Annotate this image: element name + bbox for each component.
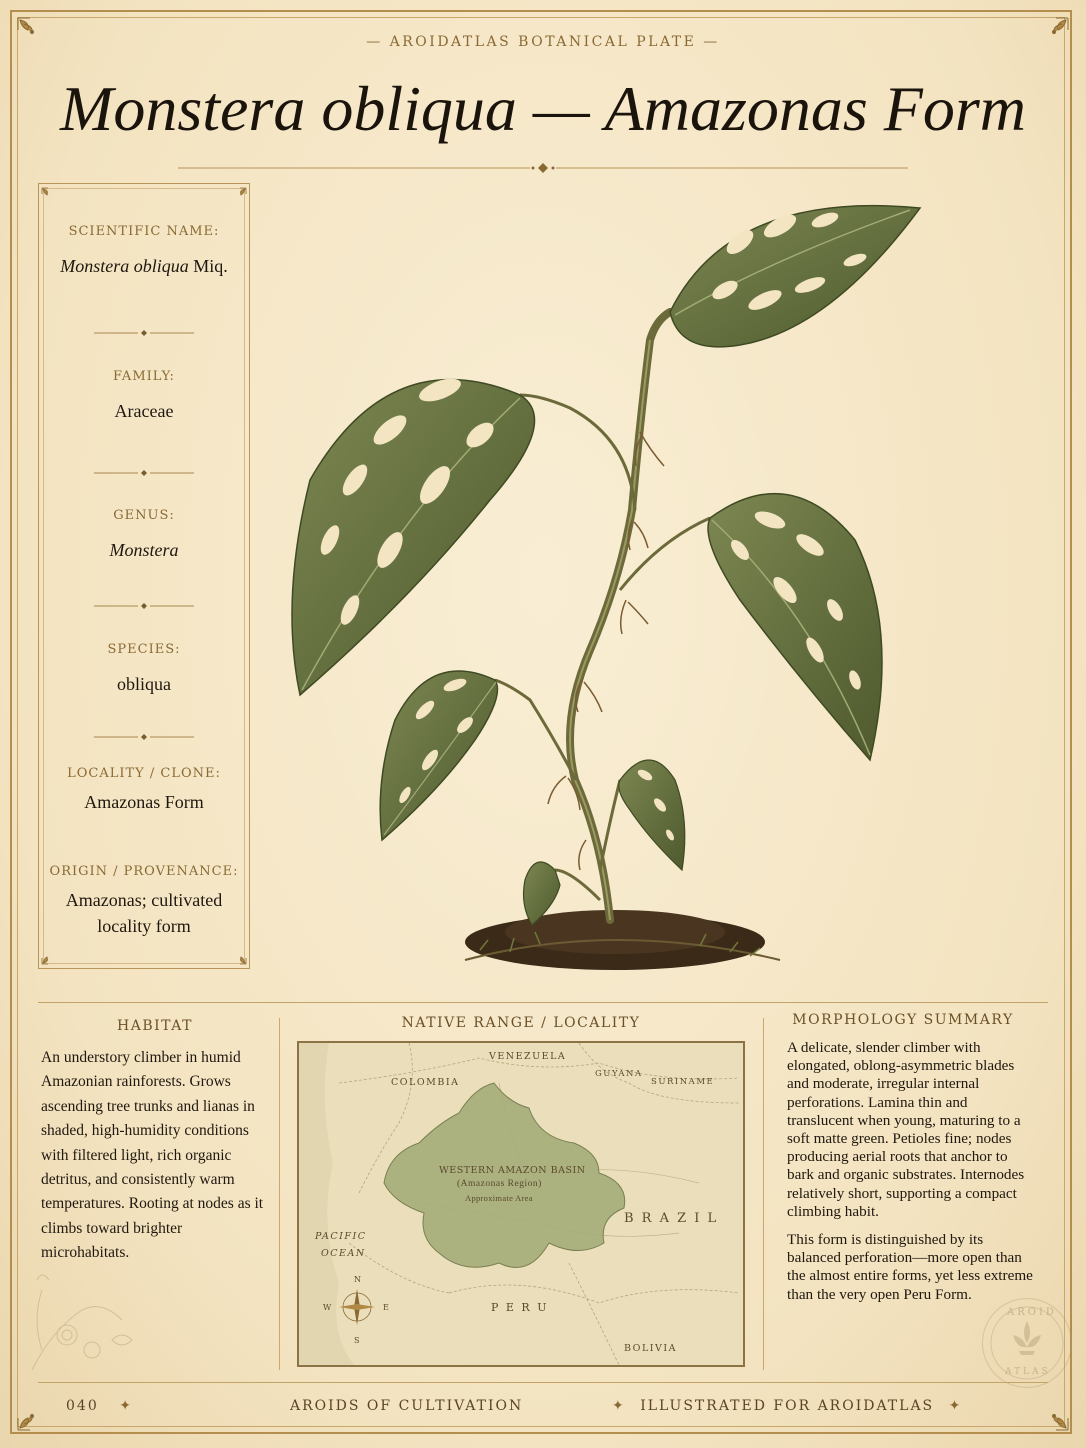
plate-label: — AROIDATLAS BOTANICAL PLATE — bbox=[366, 34, 720, 50]
native-range-map bbox=[297, 1041, 745, 1367]
compass-west: W bbox=[323, 1303, 333, 1312]
map-label-bolivia: BOLIVIA bbox=[624, 1343, 677, 1354]
soil-mound bbox=[465, 910, 780, 970]
compass-east: E bbox=[383, 1303, 391, 1312]
footer-page-number bbox=[66, 1398, 133, 1414]
divider-ornament-icon bbox=[178, 158, 908, 168]
family-label: FAMILY: bbox=[113, 369, 175, 384]
taxonomy-panel bbox=[38, 183, 250, 969]
family-value: Araceae bbox=[114, 401, 174, 421]
page-title: Monstera obliqua — Amazonas Form bbox=[60, 73, 1026, 144]
corner-ornament-icon bbox=[41, 186, 55, 200]
monstera-plant-illustration bbox=[270, 180, 930, 1000]
map-label-venezuela: VENEZUELA bbox=[489, 1051, 567, 1062]
map-label-peru: P E R U bbox=[491, 1301, 549, 1314]
map-label-ocean: OCEAN bbox=[321, 1248, 366, 1259]
divider-ornament-icon bbox=[94, 726, 194, 734]
footer-divider bbox=[38, 1382, 1048, 1383]
map-label-brazil: B R A Z I L bbox=[624, 1211, 719, 1226]
section-divider bbox=[38, 1002, 1048, 1003]
divider-ornament-icon bbox=[94, 595, 194, 603]
genus-field bbox=[39, 508, 249, 563]
map-label-suriname: SURINAME bbox=[651, 1077, 715, 1087]
map-label-region-approx: Approximate Area bbox=[465, 1193, 533, 1203]
footer-credit: ILLUSTRATED FOR AROIDATLAS bbox=[640, 1398, 935, 1414]
compass-rose-icon bbox=[335, 1285, 379, 1329]
footer-center-label: AROIDS OF CULTIVATION bbox=[290, 1398, 524, 1414]
scientific-name-label: SCIENTIFIC NAME: bbox=[68, 224, 220, 239]
corner-ornament-icon bbox=[233, 186, 247, 200]
leaf-right bbox=[708, 494, 882, 760]
taxonomy-panel-border bbox=[43, 188, 245, 964]
morphology-paragraph-2: This form is distinguished by its balanced perforation—more open than the almost entire forms, yet less extreme than the very open Peru Form. bbox=[787, 1231, 1033, 1303]
morphology-text bbox=[787, 1039, 1035, 1304]
origin-value bbox=[39, 887, 249, 939]
habitat-text: An understory climber in humid Amazonian rainforests. Grows ascending tree trunks and lianas in shaded, high-humidity conditions with filtered light, rich organic detritus, and consistently warm temperatures. Rooting at nodes as it climbs toward brighter microhabitats. bbox=[41, 1049, 264, 1262]
star-icon: ✦ bbox=[612, 1398, 626, 1414]
species-value: obliqua bbox=[117, 674, 171, 694]
map-label-pacific: PACIFIC bbox=[315, 1231, 367, 1242]
locality-label: LOCALITY / CLONE: bbox=[67, 766, 221, 781]
origin-label: ORIGIN / PROVENANCE: bbox=[49, 864, 239, 879]
map-label-region-sub: (Amazonas Region) bbox=[457, 1179, 542, 1189]
column-divider bbox=[763, 1018, 764, 1370]
star-icon: ✦ bbox=[948, 1398, 963, 1414]
aroidatlas-seal bbox=[982, 1298, 1072, 1388]
page-number: 040 bbox=[66, 1398, 99, 1414]
seal-text-bottom: ATLAS bbox=[1005, 1367, 1051, 1377]
origin-field bbox=[39, 864, 249, 939]
seal-text-top: AROID bbox=[1007, 1307, 1057, 1318]
map-label-region: WESTERN AMAZON BASIN bbox=[439, 1165, 586, 1176]
species-label: SPECIES: bbox=[107, 642, 181, 657]
morphology-title: MORPHOLOGY SUMMARY bbox=[792, 1012, 1014, 1028]
morphology-paragraph-1: A delicate, slender climber with elongated, oblong-asymmetric blades and moderate, irregular internal perforations. Lamina thin and translucent when young, maturing to a soft matte green. Petioles fine; nodes producing aerial roots that anchor to bark and organic substrates. Internodes relatively short, supporting a compact climbing habit. bbox=[787, 1039, 1025, 1220]
leaf-left-large bbox=[292, 374, 535, 695]
habitat-title: HABITAT bbox=[117, 1018, 193, 1034]
scientific-name-value bbox=[39, 253, 249, 279]
scientific-name-binomial: Monstera obliqua bbox=[60, 256, 189, 276]
map-label-guyana: GUYANA bbox=[595, 1069, 643, 1079]
map-label-colombia: COLOMBIA bbox=[391, 1077, 460, 1088]
locality-field bbox=[39, 766, 249, 815]
genus-label: GENUS: bbox=[113, 508, 175, 523]
origin-value-line-1: Amazonas; cultivated bbox=[65, 890, 223, 910]
floral-sketch-icon bbox=[22, 1240, 162, 1380]
footer-right-label bbox=[612, 1398, 962, 1414]
scientific-name-author: Miq. bbox=[188, 256, 228, 276]
divider-ornament-icon bbox=[94, 322, 194, 330]
corner-ornament-icon bbox=[41, 952, 55, 966]
native-range-title: NATIVE RANGE / LOCALITY bbox=[401, 1015, 641, 1031]
divider-ornament-icon bbox=[94, 462, 194, 470]
leaf-top bbox=[670, 206, 920, 347]
species-field bbox=[39, 642, 249, 697]
family-field bbox=[39, 369, 249, 424]
corner-ornament-icon bbox=[233, 952, 247, 966]
genus-value: Monstera bbox=[109, 540, 179, 560]
corner-ornament-icon bbox=[1040, 1402, 1070, 1432]
corner-ornament-icon bbox=[16, 1402, 46, 1432]
fleur-de-lis-icon bbox=[1013, 1321, 1041, 1355]
column-divider bbox=[279, 1018, 280, 1370]
leaf-lower-left bbox=[380, 671, 497, 840]
scientific-name-field bbox=[39, 224, 249, 279]
compass-north: N bbox=[354, 1275, 363, 1284]
star-icon: ✦ bbox=[119, 1398, 133, 1414]
locality-value: Amazonas Form bbox=[84, 792, 204, 812]
origin-value-line-2: locality form bbox=[97, 916, 191, 936]
compass-south: S bbox=[354, 1336, 361, 1345]
leaf-small-right bbox=[619, 760, 685, 870]
